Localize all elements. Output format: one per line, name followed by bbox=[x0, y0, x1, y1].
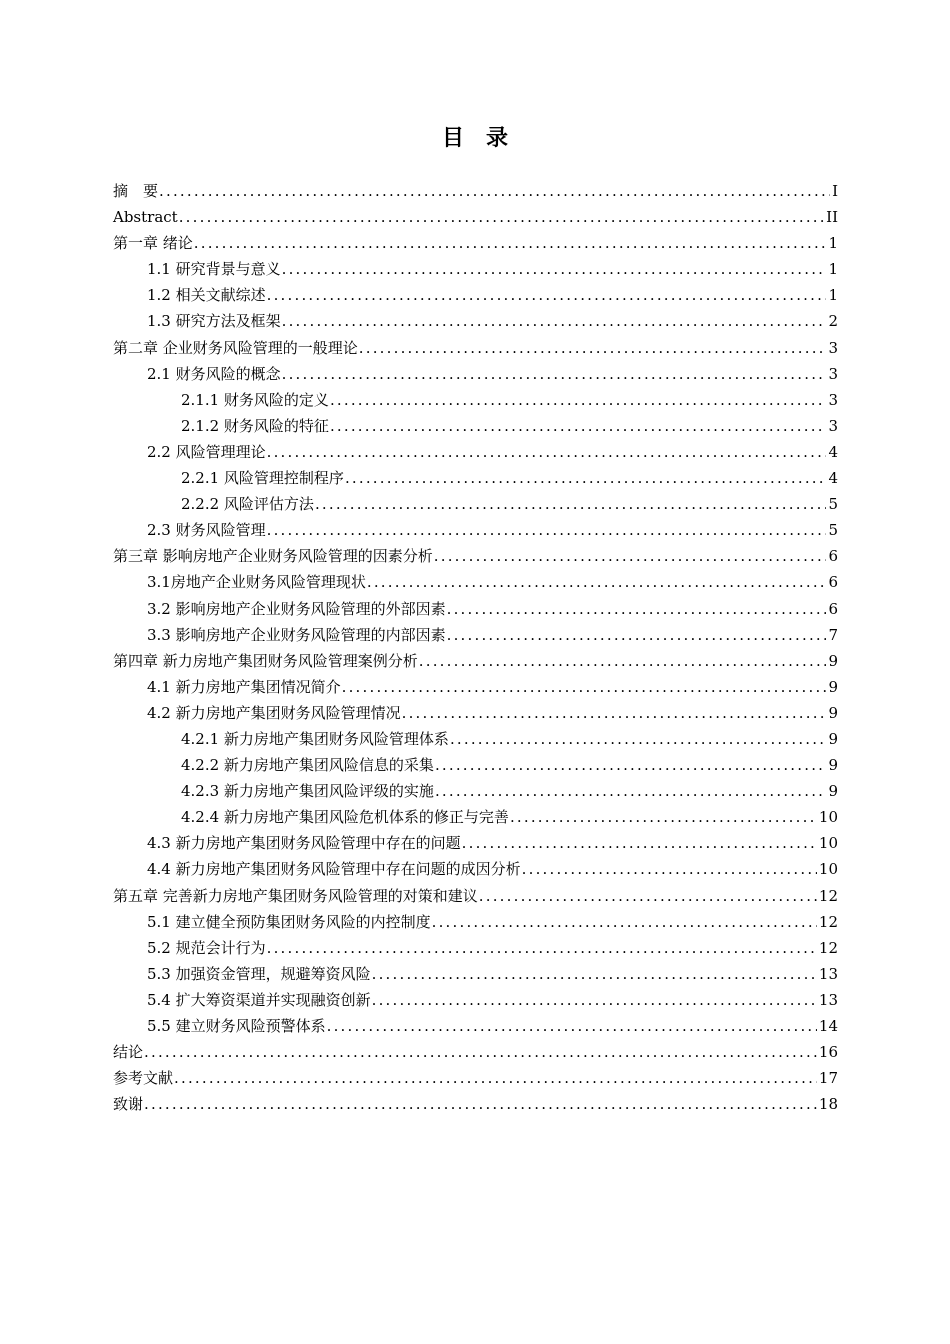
toc-entry-title: 1.1 研究背景与意义 bbox=[147, 260, 281, 279]
toc-entry-page-number: 4 bbox=[828, 442, 838, 461]
toc-entry-title: 2.2.1 风险管理控制程序 bbox=[181, 469, 344, 488]
toc-entry-page-number: 10 bbox=[818, 834, 838, 853]
toc-entry-title: 5.4 扩大筹资渠道并实现融资创新 bbox=[147, 990, 371, 1009]
toc-dot-leader bbox=[435, 778, 827, 804]
toc-dot-leader bbox=[267, 282, 827, 308]
toc-title: 目 录 bbox=[441, 126, 508, 151]
toc-entry-page-number: 12 bbox=[818, 886, 838, 905]
toc-entry-page-number: 9 bbox=[828, 756, 838, 775]
toc-entry-title: 第五章 完善新力房地产集团财务风险管理的对策和建议 bbox=[113, 886, 478, 905]
toc-entry-title: 5.3 加强资金管理，规避筹资风险 bbox=[147, 964, 371, 983]
toc-entry-title: 1.2 相关文献综述 bbox=[147, 286, 266, 305]
toc-entry-page-number: 13 bbox=[818, 990, 838, 1009]
toc-entry[interactable] bbox=[113, 361, 838, 387]
toc-entry-page-number: 1 bbox=[828, 234, 838, 253]
toc-entry-title: 2.3 财务风险管理 bbox=[147, 521, 266, 540]
toc-entry[interactable] bbox=[113, 648, 838, 674]
toc-entry[interactable] bbox=[113, 935, 838, 961]
toc-entry[interactable] bbox=[113, 1013, 838, 1039]
toc-entry[interactable] bbox=[113, 1091, 838, 1117]
toc-entry-page-number: 13 bbox=[818, 964, 838, 983]
toc-entry[interactable] bbox=[113, 778, 838, 804]
toc-entry[interactable] bbox=[113, 256, 838, 282]
toc-dot-leader bbox=[267, 935, 817, 961]
toc-dot-leader bbox=[282, 308, 827, 334]
toc-entry-title: 3.3 影响房地产企业财务风险管理的内部因素 bbox=[147, 625, 446, 644]
toc-entry-title: 2.1.1 财务风险的定义 bbox=[181, 390, 329, 409]
toc-entry-title: 4.2.4 新力房地产集团风险危机体系的修正与完善 bbox=[181, 808, 509, 827]
toc-dot-leader bbox=[330, 413, 827, 439]
toc-entry[interactable] bbox=[113, 622, 838, 648]
toc-dot-leader bbox=[267, 439, 827, 465]
toc-entry-page-number: 5 bbox=[828, 495, 838, 514]
toc-entry-page-number: 18 bbox=[818, 1095, 838, 1114]
toc-entry-title: 3.2 影响房地产企业财务风险管理的外部因素 bbox=[147, 599, 446, 618]
toc-entry-title: 4.1 新力房地产集团情况简介 bbox=[147, 677, 341, 696]
toc-dot-leader bbox=[327, 1013, 817, 1039]
toc-entry-page-number: 5 bbox=[828, 521, 838, 540]
toc-entry-title: 第二章 企业财务风险管理的一般理论 bbox=[113, 338, 358, 357]
toc-entry-page-number: 6 bbox=[828, 547, 838, 566]
toc-dot-leader bbox=[479, 883, 817, 909]
toc-dot-leader bbox=[179, 204, 824, 230]
toc-entry[interactable] bbox=[113, 204, 838, 230]
toc-entry-page-number: 4 bbox=[828, 469, 838, 488]
toc-dot-leader bbox=[174, 1065, 817, 1091]
toc-entry-title: 4.2.2 新力房地产集团风险信息的采集 bbox=[181, 756, 434, 775]
toc-entry[interactable] bbox=[113, 282, 838, 308]
toc-entry-page-number: 17 bbox=[818, 1069, 838, 1088]
toc-entry-page-number: 3 bbox=[828, 364, 838, 383]
toc-entry-title: 3.1房地产企业财务风险管理现状 bbox=[147, 573, 366, 592]
toc-dot-leader bbox=[372, 961, 817, 987]
toc-entry[interactable] bbox=[113, 700, 838, 726]
toc-entry-title: 参考文献 bbox=[113, 1069, 174, 1088]
toc-dot-leader bbox=[144, 1039, 817, 1065]
toc-entry-title: 2.2 风险管理理论 bbox=[147, 442, 266, 461]
toc-entry-page-number: 12 bbox=[818, 938, 838, 957]
toc-entry[interactable] bbox=[113, 830, 838, 856]
toc-entry[interactable] bbox=[113, 961, 838, 987]
toc-entry-title: 5.5 建立财务风险预警体系 bbox=[147, 1017, 326, 1035]
toc-entry-page-number: 2 bbox=[828, 312, 838, 331]
toc-entry-page-number: 3 bbox=[828, 416, 838, 435]
toc-entry-title: 2.1.2 财务风险的特征 bbox=[181, 416, 329, 435]
toc-dot-leader bbox=[282, 256, 827, 282]
toc-entry[interactable] bbox=[113, 569, 838, 595]
toc-entry-title: 致谢 bbox=[113, 1095, 144, 1114]
toc-entry-title: 4.2.1 新力房地产集团财务风险管理体系 bbox=[181, 729, 449, 748]
toc-dot-leader bbox=[345, 465, 827, 491]
toc-entry-title: 结论 bbox=[113, 1043, 144, 1062]
toc-entry-page-number: 9 bbox=[828, 729, 838, 748]
toc-dot-leader bbox=[434, 543, 827, 569]
toc-dot-leader bbox=[419, 648, 827, 674]
toc-entry-page-number: 1 bbox=[828, 260, 838, 279]
toc-dot-leader bbox=[372, 987, 817, 1013]
toc-entry[interactable] bbox=[113, 335, 838, 361]
toc-dot-leader bbox=[450, 726, 827, 752]
toc-entry-title: 4.2.3 新力房地产集团风险评级的实施 bbox=[181, 782, 434, 801]
toc-dot-leader bbox=[144, 1091, 817, 1117]
toc-entry[interactable] bbox=[113, 387, 838, 413]
toc-dot-leader bbox=[522, 856, 817, 882]
toc-entry-page-number: I bbox=[832, 182, 838, 200]
toc-entry-page-number: 6 bbox=[828, 599, 838, 618]
toc-entry-title: Abstract bbox=[113, 208, 178, 227]
toc-entry[interactable] bbox=[113, 230, 838, 256]
toc-entry-page-number: 10 bbox=[818, 808, 838, 827]
toc-entry-page-number: 9 bbox=[828, 703, 838, 722]
toc-entry-title: 5.2 规范会计行为 bbox=[147, 938, 266, 957]
toc-entry-page-number: 6 bbox=[828, 573, 838, 592]
toc-dot-leader bbox=[330, 387, 827, 413]
toc-entry[interactable] bbox=[113, 178, 838, 204]
toc-dot-leader bbox=[447, 596, 827, 622]
toc-entry-title: 4.2 新力房地产集团财务风险管理情况 bbox=[147, 703, 401, 722]
toc-entry-page-number: II bbox=[826, 208, 838, 227]
toc-entry[interactable] bbox=[113, 1039, 838, 1065]
toc-entry[interactable] bbox=[113, 543, 838, 569]
toc-dot-leader bbox=[342, 674, 827, 700]
toc-list bbox=[113, 178, 838, 1117]
toc-entry-title: 第四章 新力房地产集团财务风险管理案例分析 bbox=[113, 651, 418, 670]
toc-entry[interactable] bbox=[113, 439, 838, 465]
toc-entry-title: 摘 要 bbox=[113, 182, 159, 200]
toc-entry-page-number: 1 bbox=[828, 286, 838, 305]
toc-entry[interactable] bbox=[113, 674, 838, 700]
toc-entry-page-number: 10 bbox=[818, 860, 838, 879]
toc-entry[interactable] bbox=[113, 987, 838, 1013]
toc-dot-leader bbox=[194, 230, 827, 256]
toc-entry-page-number: 9 bbox=[828, 677, 838, 696]
toc-entry-page-number: 12 bbox=[818, 912, 838, 931]
toc-entry[interactable] bbox=[113, 413, 838, 439]
toc-entry-title: 5.1 建立健全预防集团财务风险的内控制度 bbox=[147, 912, 431, 931]
toc-dot-leader bbox=[447, 622, 827, 648]
toc-entry-title: 2.2.2 风险评估方法 bbox=[181, 495, 314, 514]
toc-dot-leader bbox=[462, 830, 817, 856]
toc-entry[interactable] bbox=[113, 883, 838, 909]
toc-dot-leader bbox=[367, 569, 827, 595]
toc-entry[interactable] bbox=[113, 1065, 838, 1091]
toc-entry-title: 2.1 财务风险的概念 bbox=[147, 364, 281, 383]
toc-entry-title: 4.3 新力房地产集团财务风险管理中存在的问题 bbox=[147, 834, 461, 853]
toc-dot-leader bbox=[435, 752, 827, 778]
toc-entry[interactable] bbox=[113, 804, 838, 830]
toc-entry[interactable] bbox=[113, 856, 838, 882]
toc-entry[interactable] bbox=[113, 465, 838, 491]
toc-entry-page-number: 3 bbox=[828, 390, 838, 409]
toc-entry[interactable] bbox=[113, 308, 838, 334]
toc-entry[interactable] bbox=[113, 517, 838, 543]
toc-entry-title: 第三章 影响房地产企业财务风险管理的因素分析 bbox=[113, 547, 433, 566]
toc-entry-page-number: 16 bbox=[818, 1043, 838, 1062]
toc-dot-leader bbox=[282, 361, 827, 387]
toc-entry-page-number: 9 bbox=[828, 651, 838, 670]
toc-dot-leader bbox=[359, 335, 827, 361]
toc-entry-title: 1.3 研究方法及框架 bbox=[147, 312, 281, 331]
toc-entry[interactable] bbox=[113, 726, 838, 752]
toc-entry-title: 第一章 绪论 bbox=[113, 234, 193, 253]
toc-entry-page-number: 9 bbox=[828, 782, 838, 801]
toc-entry-page-number: 3 bbox=[828, 338, 838, 357]
toc-entry-page-number: 14 bbox=[818, 1017, 838, 1035]
toc-dot-leader bbox=[432, 909, 817, 935]
toc-dot-leader bbox=[267, 517, 827, 543]
toc-entry[interactable] bbox=[113, 491, 838, 517]
toc-dot-leader bbox=[159, 178, 830, 204]
toc-dot-leader bbox=[402, 700, 827, 726]
toc-dot-leader bbox=[510, 804, 817, 830]
toc-dot-leader bbox=[315, 491, 827, 517]
toc-entry-page-number: 7 bbox=[828, 625, 838, 644]
toc-entry[interactable] bbox=[113, 596, 838, 622]
toc-entry[interactable] bbox=[113, 752, 838, 778]
toc-entry-title: 4.4 新力房地产集团财务风险管理中存在问题的成因分析 bbox=[147, 860, 521, 879]
toc-entry[interactable] bbox=[113, 909, 838, 935]
